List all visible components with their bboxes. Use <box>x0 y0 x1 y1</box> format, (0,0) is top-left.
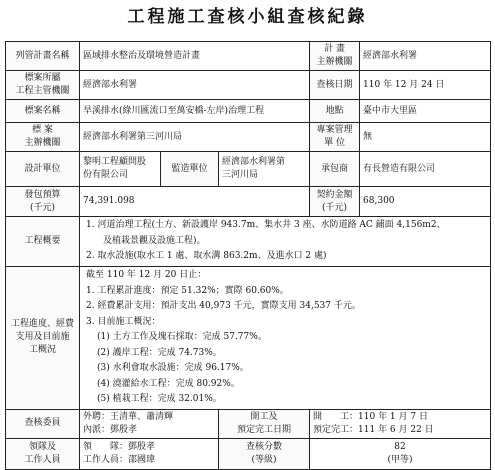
label-committee: 查核委員 <box>6 409 80 438</box>
value-contract-amount: 68,300 <box>360 187 491 217</box>
value-progress <box>80 267 491 410</box>
value-overview <box>80 217 491 267</box>
value-project-name: 區域排水整治及環境營造計畫 <box>80 42 310 71</box>
page-title: 工程施工查核小組查核紀錄 <box>127 7 368 27</box>
value-contractor: 有長營造有限公司 <box>360 152 491 187</box>
label-authority: 計 畫 主辦機關 <box>310 42 360 71</box>
progress-sub-2: (2) 護岸工程：完成 74.73%。 <box>97 347 222 358</box>
label-schedule: 開工及 預定完工日期 <box>219 409 310 438</box>
label-bid-name: 標案名稱 <box>6 100 80 123</box>
label-design-unit: 設計單位 <box>6 152 80 187</box>
progress-sub-1: (1) 土方工作及塊石採取：完成 57.77%。 <box>97 332 267 342</box>
label-contractor: 承包商 <box>310 152 360 187</box>
label-overview: 工程概要 <box>6 217 80 267</box>
label-bid-agency: 標案所屬 工程主管機關 <box>6 71 80 100</box>
progress-line-3: 3. 目前施工概況： <box>86 316 161 327</box>
overview-item-1: 1. 河道治理工程(土方、新設護岸 943.7m、集水井 3 座、水防道路 AC 鋪面 4,156m2、 <box>86 220 446 231</box>
label-review-date: 查核日期 <box>310 71 360 100</box>
overview-item-2: 2. 取水設施(取水工 1 處、取水溝 863.2m、及進水口 2 處) <box>86 251 327 262</box>
progress-sub-5: (5) 植栽工程：完成 32.01%。 <box>97 394 222 404</box>
row-bid-host <box>6 123 491 152</box>
label-progress: 工程進度、經費 支用及目前施 工概況 <box>6 267 80 410</box>
row-committee <box>6 409 491 438</box>
value-leader: 領 隊：鄧殷孝 工作人員：邵國瑋 <box>80 438 219 469</box>
label-budget: 發包預算 (千元) <box>6 187 80 217</box>
row-bid-name <box>6 100 491 123</box>
progress-sub-3: (3) 水利會取水設施：完成 96.17%。 <box>97 363 249 373</box>
value-supervision-unit: 經濟部水利署第 三河川局 <box>219 152 310 187</box>
value-authority: 經濟部水利署 <box>360 42 491 71</box>
value-review-date: 110 年 12 月 24 日 <box>360 71 491 100</box>
value-committee: 外聘：王清華、蕭清輝 內派：鄧殷孝 <box>80 409 219 438</box>
value-bid-host: 經濟部水利署第三河川局 <box>80 123 310 152</box>
label-bid-host: 標 案 主辦機關 <box>6 123 80 152</box>
label-supervision-unit: 監造單位 <box>161 152 219 187</box>
value-bid-agency: 經濟部水利署 <box>80 71 310 100</box>
value-pcm: 無 <box>360 123 491 152</box>
value-budget: 74,391.098 <box>80 187 310 217</box>
row-bid-agency <box>6 71 491 100</box>
review-record-table <box>5 41 491 470</box>
progress-line-2: 2. 經費累計支用：預計支出 40,973 千元，實際支用 34,537 千元。 <box>86 301 361 311</box>
row-progress <box>6 267 491 410</box>
label-score: 查核分數 (等級) <box>219 438 310 469</box>
value-location: 臺中市大里區 <box>360 100 491 123</box>
label-pcm: 專案管理 單 位 <box>310 123 360 152</box>
label-contract-amount: 契約金額 (千元) <box>310 187 360 217</box>
value-bid-name: 旱溪排水(綠川匯流口至萬安橋-左岸)治理工程 <box>80 100 310 123</box>
row-overview <box>6 217 491 267</box>
progress-sub-4: (4) 澆灌給水工程：完成 80.92%。 <box>97 378 240 389</box>
row-leader-score <box>6 438 491 469</box>
progress-line-1: 1. 工程累計進度：預定 51.32%；實際 60.60%。 <box>86 285 289 296</box>
overview-item-1-cont: 及植栽景觀及設施工程)。 <box>103 235 206 246</box>
row-design-supervision <box>6 152 491 187</box>
label-project-name: 列管計畫名稱 <box>6 42 80 71</box>
value-schedule: 開 工：110 年 1 月 7 日 預定完工：111 年 6 月 22 日 <box>310 409 491 438</box>
row-project-name <box>6 42 491 71</box>
value-score: 82 (甲等) <box>310 438 491 469</box>
label-leader: 領隊及 工作人員 <box>6 438 80 469</box>
progress-date: 截至 110 年 12 月 20 日止： <box>86 270 207 280</box>
label-location: 地點 <box>310 100 360 123</box>
value-design-unit: 黎明工程顧問股 份有限公司 <box>80 152 161 187</box>
row-budget <box>6 187 491 217</box>
